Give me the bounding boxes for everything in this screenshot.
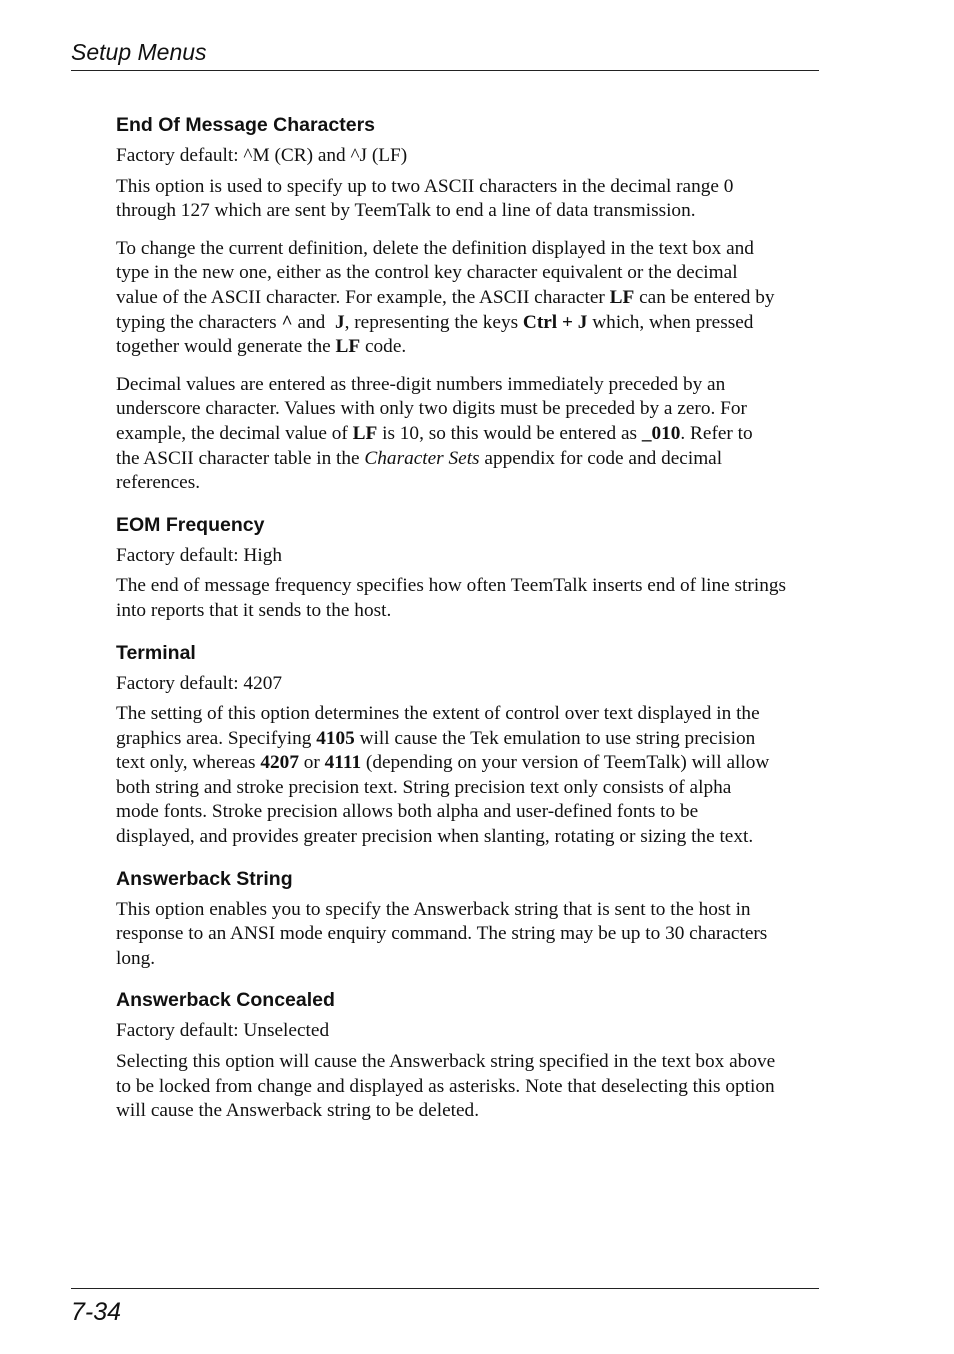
text-run: together would generate the bbox=[116, 336, 336, 358]
bold-term: ^ bbox=[281, 311, 293, 333]
text-run: and bbox=[292, 311, 335, 333]
paragraph bbox=[116, 237, 820, 360]
text-line: Selecting this option will cause the Answerback string specified in the text box above bbox=[116, 1051, 776, 1073]
text-line: through 127 which are sent by TeemTalk to end a line of data transmission. bbox=[116, 200, 696, 222]
text-run: or bbox=[298, 752, 325, 774]
text-line: response to an ANSI mode enquiry command. The string may be up to 30 characters bbox=[116, 923, 768, 945]
section-answerback-concealed bbox=[116, 987, 820, 1123]
text-line: displayed, and provides greater precision when slanting, rotating or sizing the text. bbox=[116, 826, 754, 848]
text-run: appendix for code and decimal bbox=[479, 447, 723, 469]
text-run: will cause the Tek emulation to use string precision bbox=[354, 727, 756, 749]
text-line: into reports that it sends to the host. bbox=[116, 599, 392, 621]
text-line: will cause the Answerback string to be deleted. bbox=[116, 1100, 480, 1122]
running-head: Setup Menus bbox=[71, 39, 207, 65]
text-run: text only, whereas bbox=[116, 752, 261, 774]
text-line: to be locked from change and displayed as asterisks. Note that deselecting this option bbox=[116, 1075, 775, 1097]
text-line: references. bbox=[116, 472, 201, 494]
factory-default: Factory default: ^M (CR) and ^J (LF) bbox=[116, 145, 408, 166]
paragraph bbox=[116, 1050, 820, 1124]
section-heading: Terminal bbox=[116, 641, 196, 664]
section-answerback-string bbox=[116, 866, 820, 972]
section-heading: Answerback Concealed bbox=[116, 989, 335, 1012]
section-heading: End Of Message Characters bbox=[116, 114, 376, 136]
header-rule bbox=[71, 70, 819, 71]
italic-term: Character Sets bbox=[364, 447, 480, 469]
text-run: is 10, so this would be entered as bbox=[377, 422, 642, 444]
section-heading: Answerback String bbox=[116, 867, 293, 890]
bold-term: _010 bbox=[641, 422, 681, 444]
bold-term: 4105 bbox=[316, 727, 355, 749]
bold-term: 4111 bbox=[324, 752, 362, 774]
text-run: graphics area. Specifying bbox=[116, 727, 317, 749]
text-run: value of the ASCII character. For example, the ASCII character bbox=[116, 286, 610, 308]
page-number: 7-34 bbox=[71, 1298, 122, 1326]
text-run: code. bbox=[360, 336, 407, 358]
text-line: This option is used to specify up to two ASCII characters in the decimal range 0 bbox=[116, 175, 734, 197]
text-line: both string and stroke precision text. String precision text only consists of alpha bbox=[116, 776, 732, 798]
text-run: (depending on your version of TeemTalk) will allow bbox=[361, 752, 770, 774]
text-run: which, when pressed bbox=[587, 311, 754, 333]
text-line: mode fonts. Stroke precision allows both alpha and user-defined fonts to be bbox=[116, 801, 699, 823]
bold-term: J bbox=[334, 311, 345, 333]
text-line: underscore character. Values with only two digits must be preceded by a zero. For bbox=[116, 398, 747, 420]
paragraph bbox=[116, 175, 820, 224]
paragraph bbox=[116, 702, 820, 850]
text-line: This option enables you to specify the Answerback string that is sent to the host in bbox=[116, 898, 751, 920]
section-eom-frequency bbox=[116, 512, 820, 624]
text-run: . Refer to bbox=[680, 422, 753, 444]
text-line: The setting of this option determines the extent of control over text displayed in the bbox=[116, 703, 760, 725]
paragraph bbox=[116, 898, 820, 972]
text-line: Decimal values are entered as three-digit numbers immediately preceded by an bbox=[116, 373, 726, 395]
factory-default: Factory default: High bbox=[116, 544, 282, 566]
text-line: type in the new one, either as the control key character equivalent or the decimal bbox=[116, 262, 738, 284]
bold-term: LF bbox=[352, 422, 378, 444]
factory-default: Factory default: 4207 bbox=[116, 672, 282, 694]
text-run: example, the decimal value of bbox=[116, 422, 353, 444]
bold-term: Ctrl + J bbox=[522, 311, 588, 333]
text-line: long. bbox=[116, 947, 156, 969]
footer-rule bbox=[71, 1288, 819, 1289]
bold-term: 4207 bbox=[260, 752, 299, 774]
factory-default: Factory default: Unselected bbox=[116, 1020, 330, 1042]
text-line: The end of message frequency specifies how often TeemTalk inserts end of line strings bbox=[116, 575, 786, 597]
paragraph bbox=[116, 373, 820, 496]
section-heading: EOM Frequency bbox=[116, 513, 265, 536]
bold-term: LF bbox=[609, 286, 635, 308]
text-run: , representing the keys bbox=[344, 311, 523, 333]
paragraph bbox=[116, 574, 820, 623]
text-line: To change the current definition, delete the definition displayed in the text box and bbox=[116, 237, 754, 259]
text-run: typing the characters bbox=[116, 311, 282, 333]
section-terminal bbox=[116, 640, 820, 850]
section-end-of-message-characters bbox=[116, 112, 820, 496]
text-run: can be entered by bbox=[634, 286, 775, 308]
bold-term: LF bbox=[335, 336, 361, 358]
page-body bbox=[116, 112, 820, 1140]
text-run: the ASCII character table in the bbox=[116, 447, 365, 469]
